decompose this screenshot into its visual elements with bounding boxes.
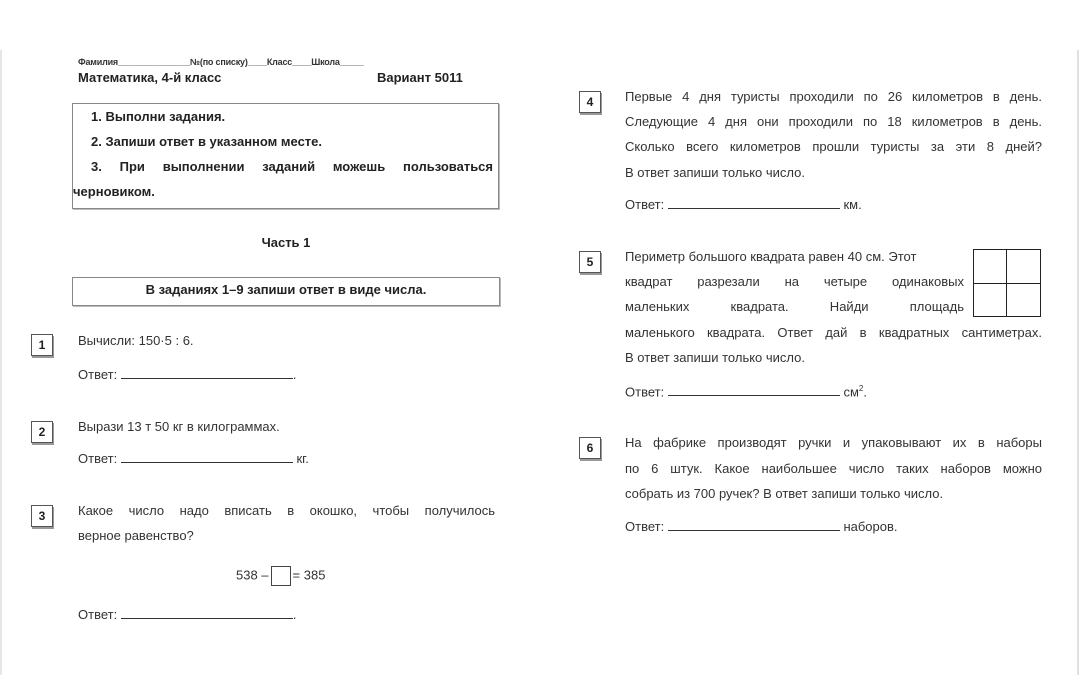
instruction-3: 3. При выполнении заданий можешь пользоваться xyxy=(91,159,493,174)
answer-label: Ответ: xyxy=(625,197,665,212)
task-number-2: 2 xyxy=(31,421,53,443)
answer-suffix: км. xyxy=(843,197,862,212)
square-divided-diagram xyxy=(973,249,1041,317)
answer-field-3[interactable] xyxy=(121,617,293,619)
task-3-text-line1: Какое число надо вписать в окошко, чтобы получилось xyxy=(78,503,495,518)
answer-suffix: см xyxy=(843,384,859,400)
page-edge-left xyxy=(0,50,2,675)
task-6-answer xyxy=(625,519,898,534)
equation-blank-box[interactable] xyxy=(271,566,291,586)
instruction-3-cont: черновиком. xyxy=(73,184,155,199)
answer-suffix: кг. xyxy=(296,451,309,466)
answer-field-1[interactable] xyxy=(121,377,293,379)
task-6-text-line1: На фабрике производят ручки и упаковывают их в наборы xyxy=(625,435,1042,450)
grid-horizontal-line xyxy=(974,283,1040,284)
answer-suffix-end: . xyxy=(863,384,867,400)
task-2-text: Вырази 13 т 50 кг в килограммах. xyxy=(78,419,280,434)
page-edge-right xyxy=(1077,50,1079,675)
task-5-text-line5: В ответ запиши только число. xyxy=(625,350,805,365)
answer-suffix: . xyxy=(292,367,297,382)
task-4-text-line3: Сколько всего километров прошли туристы за эти 8 дней? xyxy=(625,139,1042,154)
task-3-equation xyxy=(236,566,325,586)
task-3-text-line2: верное равенство? xyxy=(78,528,194,543)
part-note-box: В заданиях 1–9 запиши ответ в виде числа. xyxy=(72,277,500,306)
task-4-text-line4: В ответ запиши только число. xyxy=(625,165,805,180)
equation-right: = 385 xyxy=(292,567,326,583)
answer-label: Ответ: xyxy=(625,384,665,400)
part-title: Часть 1 xyxy=(261,235,311,250)
answer-field-6[interactable] xyxy=(668,529,840,531)
variant-label: Вариант 5011 xyxy=(377,70,463,85)
task-5-answer xyxy=(625,384,867,399)
subject-title: Математика, 4-й класс xyxy=(78,70,222,85)
student-fields-line: Фамилия_______________№(по списку)____Класс____Школа_____ xyxy=(78,57,364,67)
task-4-text-line1: Первые 4 дня туристы проходили по 26 километров в день. xyxy=(625,89,1042,104)
instructions-box xyxy=(72,103,499,209)
task-3-answer xyxy=(78,607,296,622)
task-2-answer xyxy=(78,451,309,466)
task-number-3: 3 xyxy=(31,505,53,527)
answer-label: Ответ: xyxy=(78,367,118,382)
instruction-1: 1. Выполни задания. xyxy=(91,109,226,124)
task-6-text-line2: по 6 штук. Какое наибольшее число таких наборов можно xyxy=(625,461,1042,476)
task-5-text-line3: маленьких квадрата. Найди площадь xyxy=(625,299,964,314)
task-1-answer xyxy=(78,367,296,382)
task-1-text: Вычисли: 150·5 : 6. xyxy=(78,333,194,348)
equation-left: 538 – xyxy=(236,567,269,583)
task-5-text-line1: Периметр большого квадрата равен 40 см. Этот xyxy=(625,249,917,264)
answer-suffix: наборов. xyxy=(843,519,898,534)
answer-label: Ответ: xyxy=(78,607,118,622)
answer-suffix: . xyxy=(292,607,297,622)
instruction-2: 2. Запиши ответ в указанном месте. xyxy=(91,134,323,149)
task-number-5: 5 xyxy=(579,251,601,273)
task-number-1: 1 xyxy=(31,334,53,356)
answer-suffix-sup: 2 xyxy=(858,384,864,393)
task-5-text-line2: квадрат разрезали на четыре одинаковых xyxy=(625,274,964,289)
answer-label: Ответ: xyxy=(78,451,118,466)
answer-field-5[interactable] xyxy=(668,394,840,396)
answer-label: Ответ: xyxy=(625,519,665,534)
task-number-4: 4 xyxy=(579,91,601,113)
task-4-answer xyxy=(625,197,862,212)
task-number-6: 6 xyxy=(579,437,601,459)
answer-field-2[interactable] xyxy=(121,461,293,463)
task-6-text-line3: собрать из 700 ручек? В ответ запиши только число. xyxy=(625,486,944,501)
answer-field-4[interactable] xyxy=(668,207,840,209)
task-4-text-line2: Следующие 4 дня они проходили по 18 километров в день. xyxy=(625,114,1042,129)
task-5-text-line4: маленького квадрата. Ответ дай в квадратных сантиметрах. xyxy=(625,325,1042,340)
